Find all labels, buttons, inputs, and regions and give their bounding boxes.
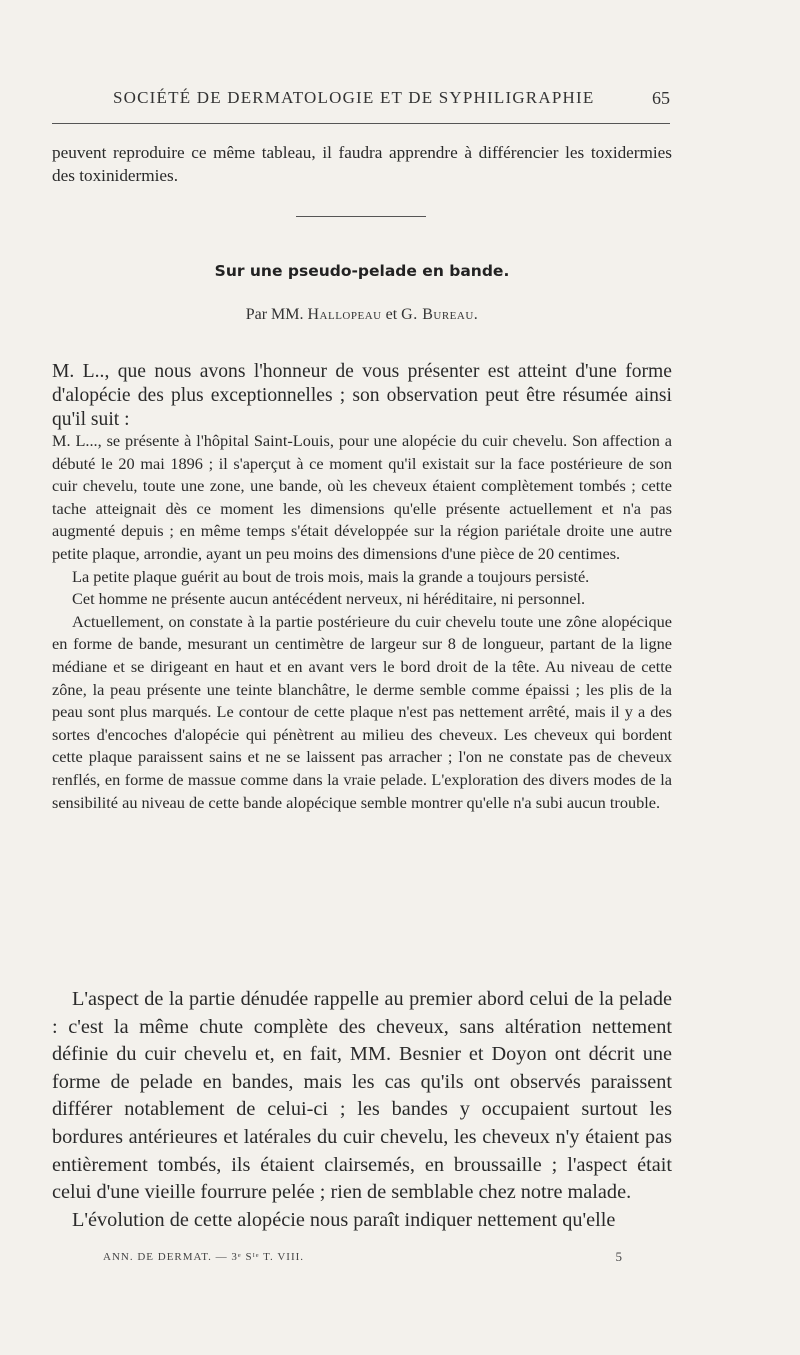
preceding-text [52,142,672,187]
observation-paragraph: Actuellement, on constate à la partie postérieure du cuir chevelu toute une zône alopécique en forme de bande, mesurant un centimètre de largeur sur 8 de longueur, partant de la ligne médiane et se dirigeant en haut et en avant vers le bord droit de la tête. Au niveau de cette zône, la peau présente une teinte blanchâtre, le derme semble comme épaissi ; les plis de la peau sont plus marqués. Le contour de cette plaque n'est pas nettement arrêté, mais il y a des sortes d'encoches d'alopécie qui pénètrent au milieu des cheveux. Les cheveux qui bordent cette plaque paraissent sains et ne se laissent pas arracher ; l'on ne constate pas de cheveux renflés, en forme de massue comme dans la vraie pelade. L'exploration des divers modes de la sensibilité au niveau de cette bande alopécique semble montrer qu'elle n'a subi aucun trouble. [52,611,672,812]
section-divider [296,216,426,217]
discussion [52,986,672,1234]
case-observation [52,430,672,814]
byline-prefix: Par MM. [245,306,304,323]
author-bureau: G. Bureau. [401,306,479,323]
observation-paragraph: Cet homme ne présente aucun antécédent nerveux, ni héréditaire, ni personnel. [72,589,586,609]
intro-paragraph: M. L.., que nous avons l'honneur de vous présenter est atteint d'une forme d'alopécie des plus exceptionnelles ; son observation peut être résumée ainsi qu'il suit : [52,361,672,430]
article-title: Sur une pseudo-pelade en bande. [214,262,510,280]
byline [52,306,672,324]
paragraph: peuvent reproduire ce même tableau, il faudra apprendre à différencier les toxidermies des toxinidermies. [52,143,672,185]
page-number: 65 [652,88,670,108]
signature-mark: ANN. DE DERMAT. — 3ᵉ Sᴵᵉ T. VIII. [103,1251,305,1263]
sheet-number: 5 [615,1249,623,1264]
discussion-paragraph: L'aspect de la partie dénudée rappelle au premier abord celui de la pelade : c'est la même chute complète des cheveux, sans altération nettement définie du cuir chevelu et, en fait, MM. Besnier et Doyon ont décrit une forme de pelade en bandes, mais les cas qu'ils ont observés paraissent différer notablement de celui-ci ; les bandes y occupaient surtout les bordures antérieures et latérales du cuir chevelu, les cheveux n'y étaient pas entièrement tombés, ils étaient clairsemés, en broussaille ; l'aspect était celui d'une vieille fourrure pelée ; rien de semblable chez notre malade. [52,988,672,1204]
running-head-title: SOCIÉTÉ DE DERMATOLOGIE ET DE SYPHILIGRAPHIE [113,88,595,107]
observation-paragraph: M. L..., se présente à l'hôpital Saint-Louis, pour une alopécie du cuir chevelu. Son affection a débuté le 20 mai 1896 ; il s'aperçut à ce moment qu'il existait sur la face postérieure de son cuir chevelu, toute une zone, une bande, où les cheveux étaient complètement tombés ; cette tache atteignait dès ce moment les dimensions qu'elle présente actuellement et n'a pas augmenté depuis ; en même temps s'était développée sur la région pariétale droite une autre petite plaque, arrondie, ayant un peu moins des dimensions d'une pièce de 20 centimes. [52,431,672,563]
discussion-paragraph: L'évolution de cette alopécie nous paraît indiquer nettement qu'elle [72,1208,616,1231]
header-rule [52,123,670,124]
byline-join: et [385,306,398,323]
author-hallopeau: Hallopeau [307,306,382,323]
article-intro [52,360,672,432]
observation-paragraph: La petite plaque guérit au bout de trois mois, mais la grande a toujours persisté. [72,566,590,586]
